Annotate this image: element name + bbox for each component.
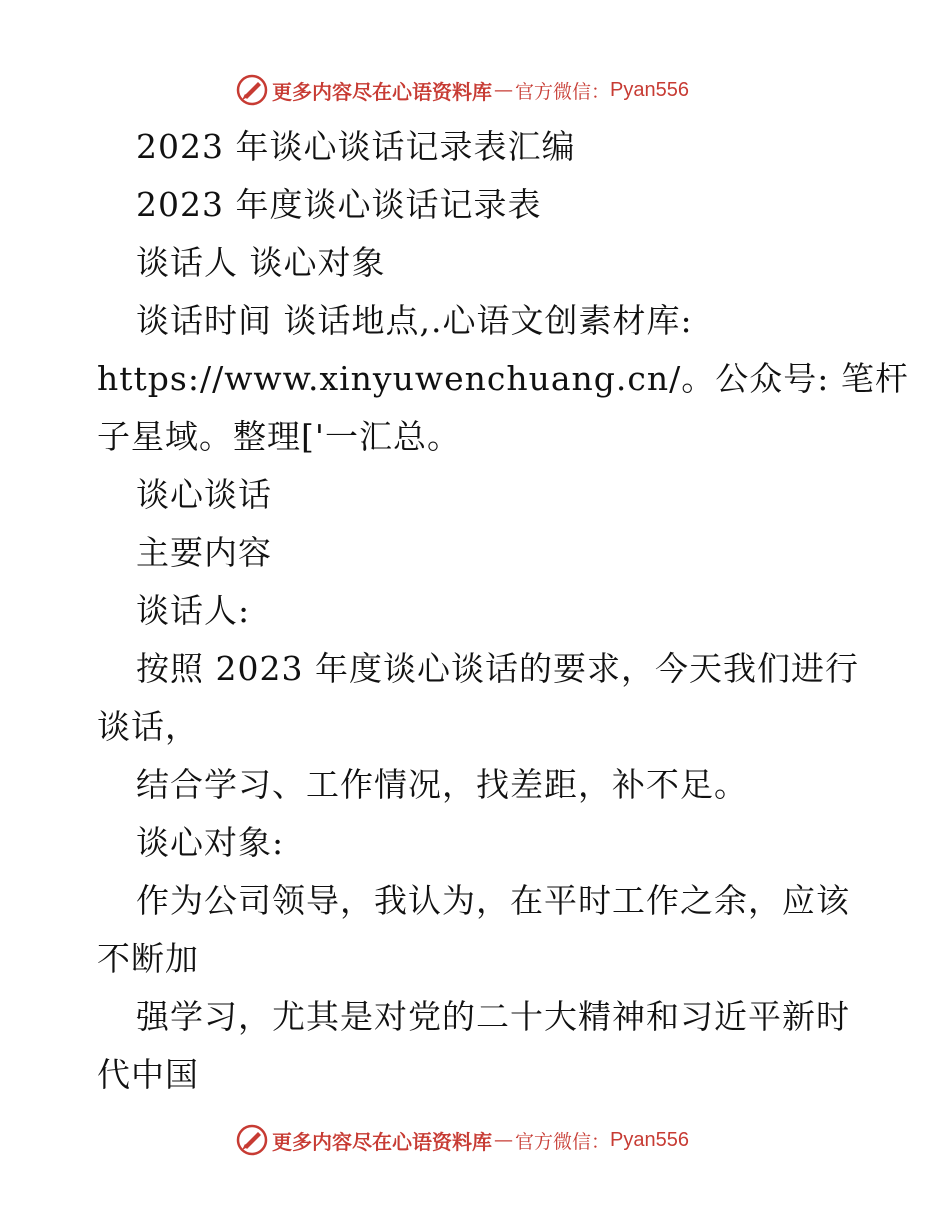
text-line: 作为公司领导，我认为，在平时工作之余，应该 — [136, 881, 850, 920]
footer-watermark — [236, 1123, 689, 1157]
text-line: 谈话人: — [136, 591, 251, 630]
text-line: 谈话时间 谈话地点,.心语文创素材库: — [136, 301, 693, 340]
watermark-official-label: 官方微信： — [515, 1130, 611, 1153]
text-line: 子星域。整理['一汇总。 — [97, 417, 461, 456]
text-line: 结合学习、工作情况，找差距，补不足。 — [136, 765, 748, 804]
watermark-wechat-id: Pyan556 — [610, 78, 689, 101]
text-line: 强学习，尤其是对党的二十大精神和习近平新时 — [136, 997, 850, 1036]
text-line: 按照 2023 年度谈心谈话的要求，今天我们进行 — [136, 649, 859, 688]
logo-icon — [236, 74, 268, 106]
watermark-separator: — — [494, 1129, 513, 1151]
text-line: 谈心谈话 — [136, 475, 272, 514]
text-line: 谈话人 谈心对象 — [136, 243, 386, 282]
watermark-official-label: 官方微信： — [515, 80, 611, 103]
document-body — [97, 118, 909, 1104]
text-line: 谈心对象: — [136, 823, 285, 862]
header-watermark — [236, 73, 689, 107]
watermark-site-text: 更多内容尽在心语资料库 — [272, 1129, 492, 1154]
watermark-wechat-id: Pyan556 — [610, 1128, 689, 1151]
watermark-separator: — — [494, 79, 513, 101]
text-line: https://www.xinyuwenchuang.cn/。公众号: 笔杆 — [97, 359, 909, 398]
text-line: 主要内容 — [136, 533, 272, 572]
text-line: 不断加 — [97, 939, 199, 978]
logo-icon — [236, 1124, 268, 1156]
text-line: 谈话， — [97, 707, 199, 746]
text-line: 代中国 — [97, 1055, 199, 1094]
document-title: 2023 年谈心谈话记录表汇编 — [136, 127, 576, 166]
watermark-site-text: 更多内容尽在心语资料库 — [272, 79, 492, 104]
document-subtitle: 2023 年度谈心谈话记录表 — [136, 185, 542, 224]
